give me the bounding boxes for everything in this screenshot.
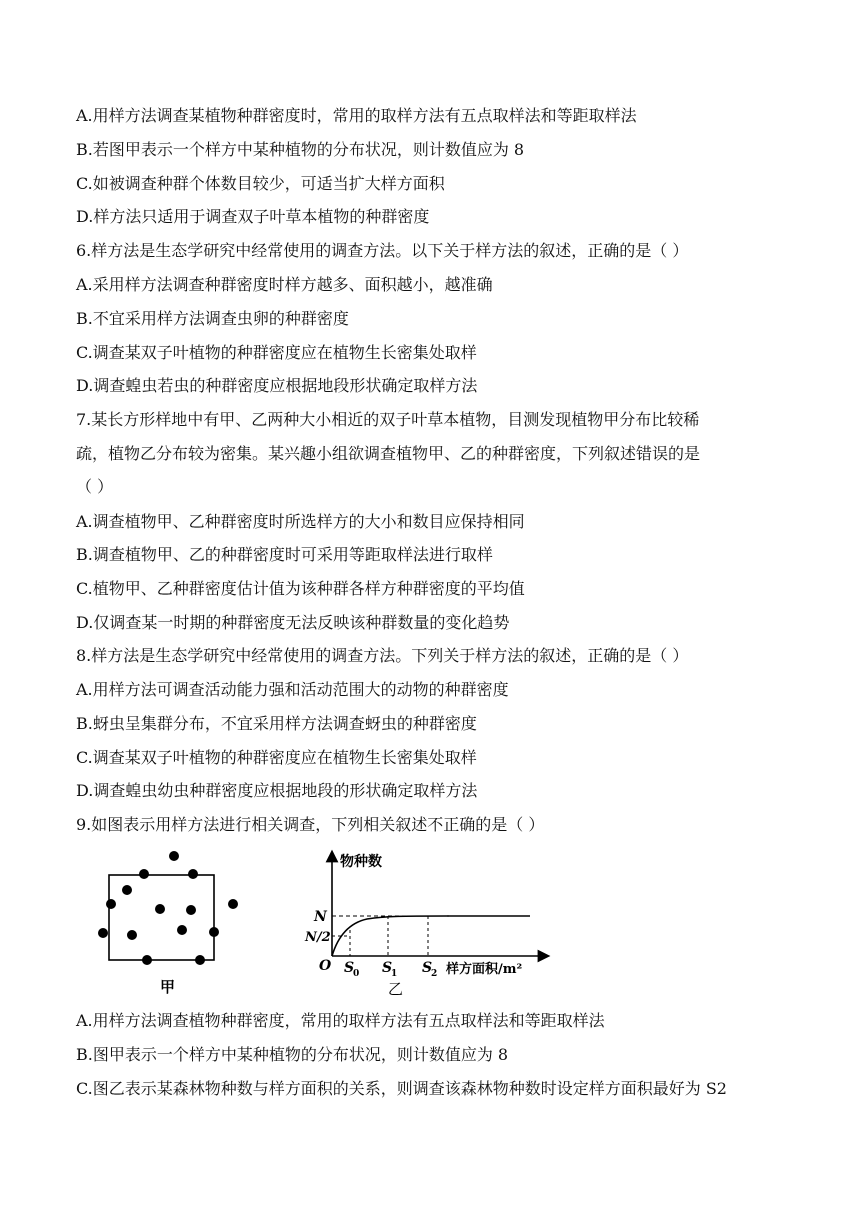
- x-tick-s1-sub: 1: [391, 969, 398, 979]
- question-8-stem: 8.样方法是生态学研究中经常使用的调查方法。下列关于样方法的叙述，正确的是（ ）: [76, 646, 689, 665]
- plant-dot: [127, 930, 137, 940]
- text-line-9: D.调查蝗虫若虫的种群密度应根据地段形状确定取样方法: [76, 376, 478, 395]
- text-line-7: B.不宜采用样方法调查虫卵的种群密度: [76, 309, 349, 328]
- plant-dot: [142, 955, 152, 965]
- text-line-13: A.调查植物甲、乙种群密度时所选样方的大小和数目应保持相同: [76, 512, 525, 531]
- text-line-2: B.若图甲表示一个样方中某种植物的分布状况，则计数值应为 8: [76, 140, 525, 159]
- text-line-12: （ ）: [76, 477, 114, 496]
- x-tick-s0: S: [344, 960, 355, 976]
- species-area-curve: [332, 916, 447, 956]
- plant-dot: [98, 928, 108, 938]
- plant-dot: [122, 885, 132, 895]
- text-line-6: A.采用样方法调查种群密度时样方越多、面积越小，越准确: [76, 275, 493, 294]
- text-line-16: D.仅调查某一时期的种群密度无法反映该种群数量的变化趋势: [76, 613, 510, 632]
- text-line-24: B.图甲表示一个样方中某种植物的分布状况，则计数值应为 8: [76, 1045, 509, 1064]
- text-line-21: D.调查蝗虫幼虫种群密度应根据地段的形状确定取样方法: [76, 781, 478, 800]
- plant-dot: [106, 899, 116, 909]
- text-line-20: C.调查某双子叶植物的种群密度应在植物生长密集处取样: [76, 748, 477, 767]
- text-line-18: A.用样方法可调查活动能力强和活动范围大的动物的种群密度: [76, 680, 509, 699]
- plant-dot: [139, 869, 149, 879]
- x-tick-s2-sub: 2: [431, 969, 438, 979]
- figure-area: [76, 844, 636, 1004]
- plant-dot: [195, 955, 205, 965]
- plant-dot: [228, 899, 238, 909]
- text-line-11: 疏，植物乙分布较为密集。某兴趣小组欲调查植物甲、乙的种群密度，下列叙述错误的是: [76, 444, 701, 463]
- y-tick-n: N: [314, 909, 327, 925]
- plant-dot: [177, 925, 187, 935]
- text-line-3: C.如被调查种群个体数目较少，可适当扩大样方面积: [76, 174, 445, 193]
- question-6-stem: 6.样方法是生态学研究中经常使用的调查方法。以下关于样方法的叙述，正确的是（ ）: [76, 241, 689, 260]
- origin-label: O: [319, 958, 332, 974]
- question-9-stem: 9.如图表示用样方法进行相关调查，下列相关叙述不正确的是（ ）: [76, 815, 545, 834]
- y-axis-label: 物种数: [340, 854, 382, 870]
- text-line-4: D.样方法只适用于调查双子叶草本植物的种群密度: [76, 207, 430, 226]
- figure-jia-caption: 甲: [160, 978, 176, 996]
- text-line-23: A.用样方法调查植物种群密度，常用的取样方法有五点取样法和等距取样法: [76, 1011, 605, 1030]
- plant-dot: [169, 851, 179, 861]
- x-tick-s0-sub: 0: [353, 969, 360, 979]
- plant-dot: [155, 904, 165, 914]
- y-tick-half-n: N/2: [305, 930, 331, 945]
- x-tick-s2: S: [422, 960, 433, 976]
- text-line-14: B.调查植物甲、乙的种群密度时可采用等距取样法进行取样: [76, 545, 493, 564]
- figure-yi: [304, 844, 604, 1004]
- text-line-25: C.图乙表示某森林物种数与样方面积的关系，则调查该森林物种数时设定样方面积最好为 S2: [76, 1079, 727, 1098]
- plant-dot: [209, 927, 219, 937]
- text-line-1: A.用样方法调查某植物种群密度时，常用的取样方法有五点取样法和等距取样法: [76, 106, 637, 125]
- text-line-8: C.调查某双子叶植物的种群密度应在植物生长密集处取样: [76, 343, 477, 362]
- figure-yi-caption: 乙: [388, 980, 404, 998]
- question-7-stem: 7.某长方形样地中有甲、乙两种大小相近的双子叶草本植物，目测发现植物甲分布比较稀: [76, 410, 700, 429]
- plant-dot: [188, 869, 198, 879]
- plant-dot: [186, 905, 196, 915]
- x-axis-label: 样方面积/m²: [446, 962, 523, 977]
- x-tick-s1: S: [382, 960, 393, 976]
- text-line-19: B.蚜虫呈集群分布，不宜采用样方法调查蚜虫的种群密度: [76, 714, 477, 733]
- text-line-15: C.植物甲、乙种群密度估计值为该种群各样方种群密度的平均值: [76, 579, 525, 598]
- figure-jia: [86, 844, 286, 1004]
